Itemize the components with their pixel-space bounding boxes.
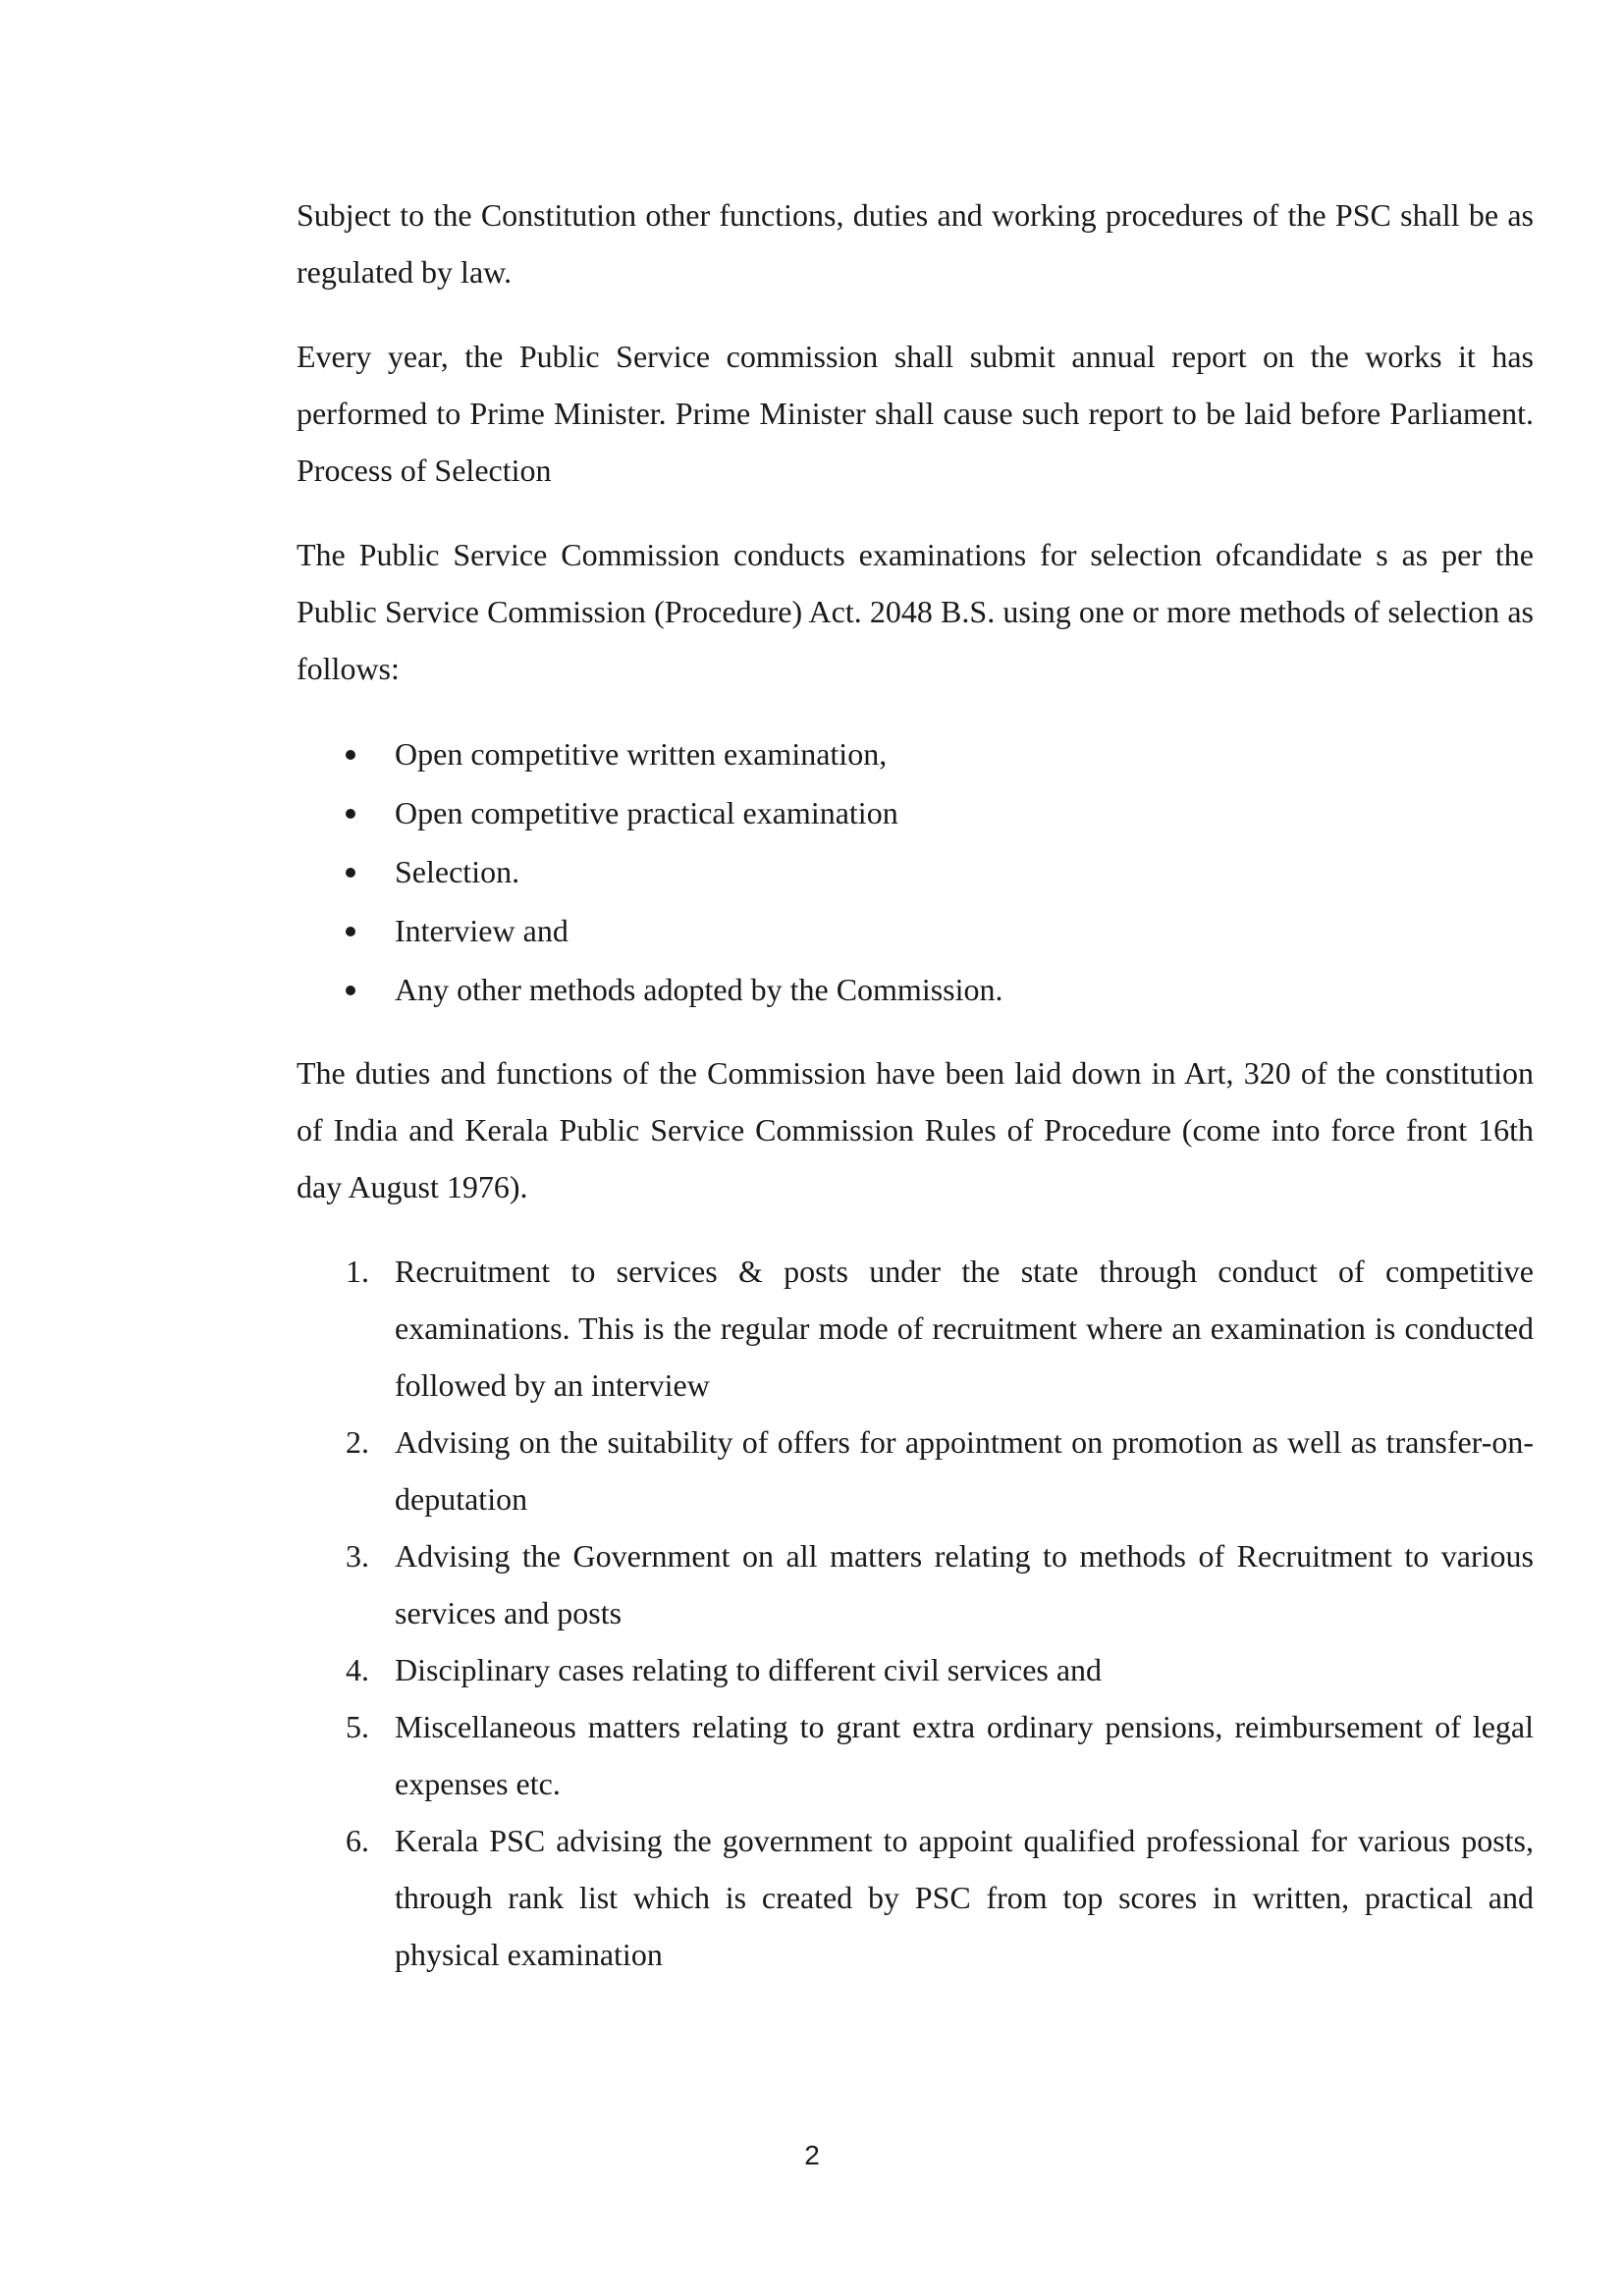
list-item	[297, 1812, 1534, 1983]
list-item	[297, 1698, 1534, 1812]
list-item	[297, 960, 1534, 1019]
list-item	[297, 901, 1534, 960]
list-item-text: Advising the Government on all matters relating to methods of Recruitment to various services and posts	[395, 1538, 1534, 1630]
list-item-text: Recruitment to services & posts under the state through conduct of competitive examinations. This is the regular mode of recruitment where an examination is conducted followed by an interview	[395, 1254, 1534, 1403]
list-item	[297, 1414, 1534, 1527]
bullet-icon	[346, 750, 355, 760]
page-number: 2	[804, 2140, 820, 2170]
selection-methods-list	[297, 724, 1534, 1019]
list-item-text: Selection.	[395, 854, 520, 889]
list-item-text: Open competitive practical examination	[395, 795, 898, 830]
list-item-number: 4.	[346, 1652, 369, 1687]
paragraph-duties-intro: The duties and functions of the Commission have been laid down in Art, 320 of the constitution of India and Kerala Public Service Commission Rules of Procedure (come into force front 16th day August 1976).	[297, 1055, 1534, 1204]
bullet-icon	[346, 927, 355, 936]
list-item-number: 1.	[346, 1254, 369, 1289]
bullet-icon	[346, 809, 355, 819]
paragraph-psc-procedures: Subject to the Constitution other functions, duties and working procedures of the PSC shall be as regulated by law.	[297, 197, 1534, 290]
functions-list	[297, 1243, 1534, 1983]
list-item	[297, 724, 1534, 783]
list-item	[297, 1641, 1534, 1698]
list-item-number: 2.	[346, 1424, 369, 1460]
bullet-icon	[346, 868, 355, 878]
paragraph-examinations: The Public Service Commission conducts examinations for selection ofcandidate s as per the Public Service Commission (Procedure) Act. 2048 B.S. using one or more methods of selection as follows:	[297, 537, 1534, 686]
list-item-number: 5.	[346, 1709, 369, 1744]
list-item-number: 6.	[346, 1823, 369, 1858]
bullet-icon	[346, 986, 355, 995]
list-item	[297, 842, 1534, 901]
list-item	[297, 783, 1534, 842]
list-item-text: Any other methods adopted by the Commission.	[395, 972, 1003, 1007]
list-item-text: Kerala PSC advising the government to appoint qualified professional for various posts, through rank list which is created by PSC from top scores in written, practical and physical examination	[395, 1823, 1534, 1972]
list-item-number: 3.	[346, 1538, 369, 1574]
list-item	[297, 1243, 1534, 1414]
list-item-text: Advising on the suitability of offers for appointment on promotion as well as transfer-on-deputation	[395, 1424, 1534, 1517]
list-item-text: Disciplinary cases relating to different civil services and	[395, 1652, 1103, 1687]
paragraph-annual-report: Every year, the Public Service commission shall submit annual report on the works it has performed to Prime Minister. Prime Minister shall cause such report to be laid before Parliament. Process of Selection	[297, 339, 1534, 488]
list-item-text: Miscellaneous matters relating to grant extra ordinary pensions, reimbursement of legal expenses etc.	[395, 1709, 1534, 1801]
list-item-text: Interview and	[395, 913, 568, 948]
list-item-text: Open competitive written examination,	[395, 736, 888, 772]
document-page	[297, 187, 1534, 1983]
list-item	[297, 1527, 1534, 1641]
